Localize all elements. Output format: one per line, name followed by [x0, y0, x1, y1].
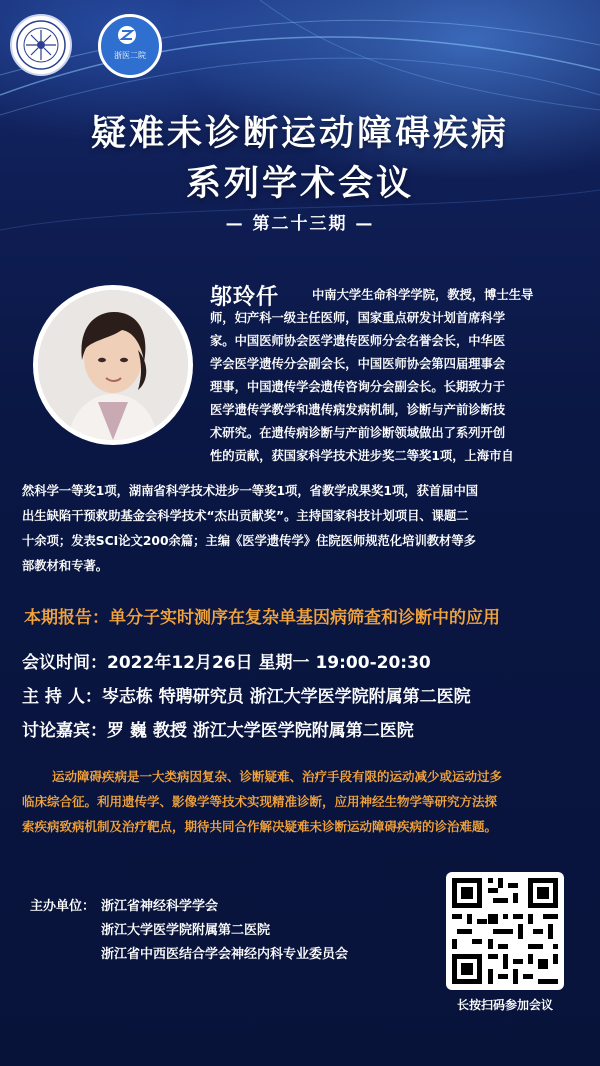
speaker-bio-line: 中南大学生命科学学院，教授，博士生导 — [312, 288, 534, 302]
speaker-bio-line: 学会医学遗传分会副会长，中国医师协会第四届理事会 — [210, 357, 506, 371]
meeting-host: 主 持 人：岑志栋 特聘研究员 浙江大学医学院附属第二医院 — [22, 687, 471, 707]
meeting-time: 会议时间：2022年12月26日 星期一 19:00-20:30 — [22, 653, 431, 673]
meeting-guest: 讨论嘉宾：罗 巍 教授 浙江大学医学院附属第二医院 — [22, 721, 414, 741]
report-title: 本期报告：单分子实时测序在复杂单基因病筛查和诊断中的应用 — [24, 608, 500, 628]
speaker-bio-line: 理事，中国遗传学会遗传咨询分会副会长。长期致力于 — [210, 380, 506, 394]
hospital-logo — [98, 14, 162, 78]
intro-line: 索疾病致病机制及治疗靶点，期待共同合作解决疑难未诊断运动障碍疾病的诊治难题。 — [22, 819, 498, 834]
speaker-bio-line: 医学遗传学教学和遗传病发病机制，诊断与产前诊断技 — [210, 403, 506, 417]
organizer-item: 浙江省神经科学学会 — [101, 899, 219, 914]
organizer-item: 浙江大学医学院附属第二医院 — [101, 923, 271, 938]
speaker-photo-frame — [33, 285, 193, 445]
speaker-name: 邬玲仟 — [210, 285, 280, 310]
issue-number: — 第二十三期 — — [225, 214, 375, 234]
hospital-logo-icon — [101, 17, 153, 69]
title-line-1: 疑难未诊断运动障碍疾病 — [90, 114, 509, 154]
speaker-photo — [38, 290, 188, 440]
hospital-logo-text: 浙医二院 — [114, 51, 146, 60]
organizer-item: 浙江省中西医结合学会神经内科专业委员会 — [101, 947, 349, 962]
qr-caption: 长按扫码参加会议 — [456, 998, 553, 1012]
speaker-bio-line: 术研究。在遗传病诊断与产前诊断领域做出了系列开创 — [210, 426, 506, 440]
qr-code[interactable] — [446, 872, 564, 990]
intro-line: 临床综合征。利用遗传学、影像学等技术实现精准诊断，应用神经生物学等研究方法探 — [22, 794, 498, 809]
speaker-bio-line: 然科学一等奖1项，湖南省科学技术进步一等奖1项，省教学成果奖1项，获首届中国 — [22, 484, 479, 498]
speaker-bio-line: 性的贡献，获国家科学技术进步奖二等奖1项，上海市自 — [210, 449, 514, 463]
speaker-bio-line: 十余项；发表SCI论文200余篇；主编《医学遗传学》住院医师规范化培训教材等多 — [22, 534, 476, 548]
speaker-bio-line: 家。中国医师协会医学遗传医师分会名誉会长，中华医 — [210, 334, 506, 348]
speaker-bio-line: 师，妇产科一级主任医师，国家重点研发计划首席科学 — [210, 311, 506, 325]
intro-line: 运动障碍疾病是一大类病因复杂、诊断疑难、治疗手段有限的运动减少或运动过多 — [52, 769, 503, 784]
title-line-2: 系列学术会议 — [185, 164, 414, 204]
speaker-bio-line: 出生缺陷干预救助基金会科学技术“杰出贡献奖”。主持国家科技计划项目、课题二 — [22, 509, 469, 523]
qr-code-icon — [446, 872, 564, 990]
speaker-portrait-icon — [38, 290, 188, 440]
society-logo — [10, 14, 72, 76]
organizers-label: 主办单位： — [30, 899, 96, 914]
society-logo-icon — [12, 16, 70, 74]
speaker-bio-line: 部教材和专著。 — [22, 559, 109, 573]
